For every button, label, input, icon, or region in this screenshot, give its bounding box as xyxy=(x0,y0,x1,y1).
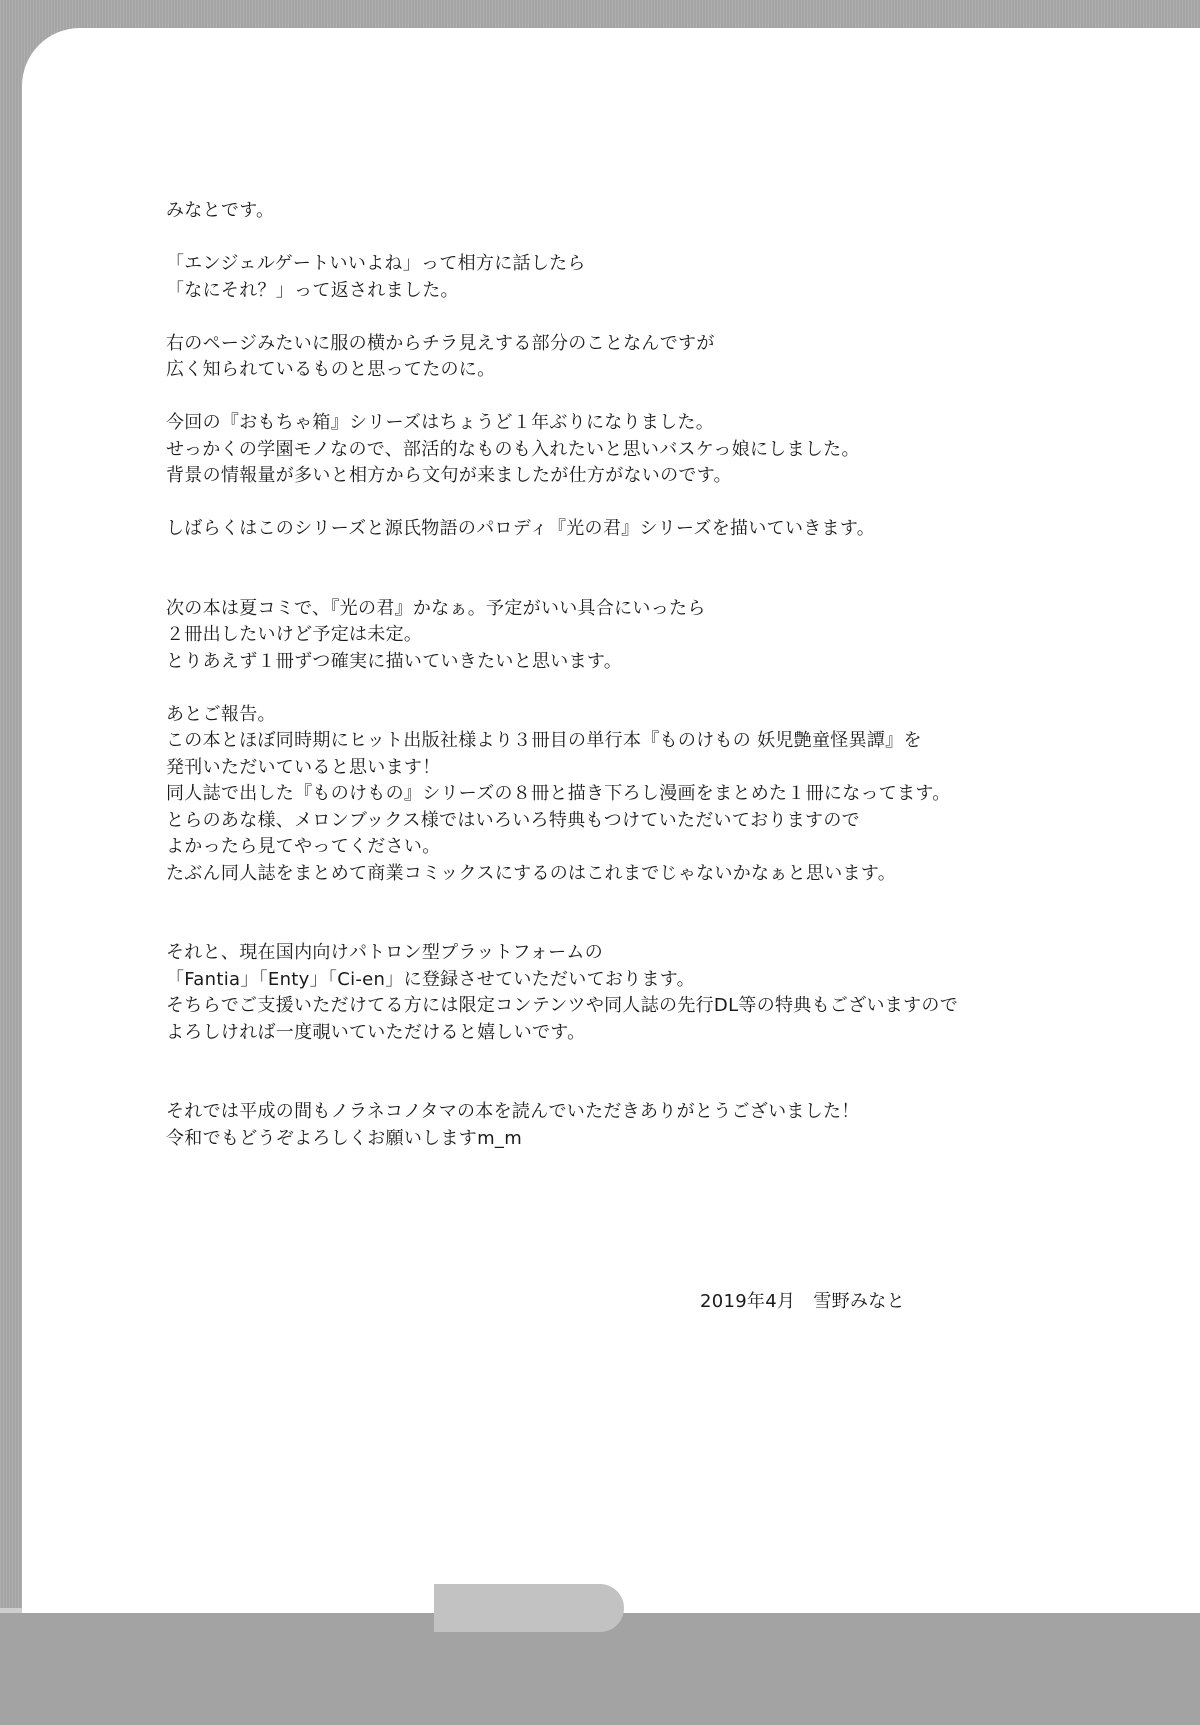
text-line: 今回の『おもちゃ箱』シリーズはちょうど１年ぶりになりました。 xyxy=(166,412,715,433)
text-line: 「Fantia」「Enty」「Ci-en」に登録させていただいております。 xyxy=(166,968,695,990)
text-line: しばらくはこのシリーズと源氏物語のパロディ『光の君』シリーズを描いていきます。 xyxy=(166,518,876,539)
paragraph-series xyxy=(166,410,1126,490)
signature xyxy=(700,1287,905,1313)
text-line: あとご報告。 xyxy=(166,703,276,725)
text-line: みなとです。 xyxy=(166,200,275,221)
paragraph-next-book xyxy=(166,596,1126,676)
text-line: 背景の情報量が多いと相方から文句が来ましたが仕方がないのです。 xyxy=(166,465,732,486)
text-line: 「なにそれ？」って返されました。 xyxy=(166,279,459,301)
signature-date: 2019年4月 xyxy=(700,1291,796,1312)
signature-author: 雪野みなと xyxy=(813,1291,905,1312)
text-line: 「エンジェルゲートいいよね」って相方に話したら xyxy=(166,253,586,274)
text-line: 右のページみたいに服の横からチラ見えする部分のことなんですが xyxy=(166,332,715,354)
text-line: そちらでご支援いただけてる方には限定コンテンツや同人誌の先行DL等の特典もございますので xyxy=(166,995,959,1016)
text-line: たぶん同人誌をまとめて商業コミックスにするのはこれまでじゃないかなぁと思います。 xyxy=(166,862,897,884)
paragraph-intro xyxy=(166,198,1126,225)
text-line: それと、現在国内向けパトロン型プラットフォームの xyxy=(166,942,604,963)
text-line: 発刊いただいていると思います！ xyxy=(166,756,441,778)
text-line: せっかくの学園モノなので、部活的なものも入れたいと思いバスケっ娘にしました。 xyxy=(166,438,860,460)
page-tab-decoration xyxy=(434,1584,624,1632)
text-line: 同人誌で出した『ものけもの』シリーズの８冊と描き下ろし漫画をまとめた１冊になってます。 xyxy=(166,783,951,804)
text-line: とらのあな様、メロンブックス様ではいろいろ特典もつけていただいておりますので xyxy=(166,809,860,831)
text-line: 次の本は夏コミで、『光の君』かなぁ。予定がいい具合にいったら xyxy=(166,597,706,619)
afterword-text xyxy=(166,198,1126,1152)
paragraph-closing xyxy=(166,1099,1126,1152)
paragraph-patron-platforms xyxy=(166,940,1126,1046)
text-line: よかったら見てやってください。 xyxy=(166,836,441,857)
text-line: 広く知られているものと思ってたのに。 xyxy=(166,359,496,380)
text-line: よろしければ一度覗いていただけると嬉しいです。 xyxy=(166,1021,586,1043)
text-line: この本とほぼ同時期にヒット出版社様より３冊目の単行本『ものけもの 妖児艶童怪異譚』を xyxy=(166,730,922,751)
paragraph-angel-gate xyxy=(166,251,1126,304)
text-line: それでは平成の間もノラネコノタマの本を読んでいただきありがとうございました！ xyxy=(166,1101,860,1122)
text-line: ２冊出したいけど予定は未定。 xyxy=(166,624,423,645)
paragraph-plans xyxy=(166,516,1126,543)
paragraph-explanation xyxy=(166,331,1126,384)
text-line: とりあえず１冊ずつ確実に描いていきたいと思います。 xyxy=(166,650,623,672)
paragraph-announcement xyxy=(166,702,1126,888)
text-line: 令和でもどうぞよろしくお願いしますm_m xyxy=(166,1127,523,1149)
